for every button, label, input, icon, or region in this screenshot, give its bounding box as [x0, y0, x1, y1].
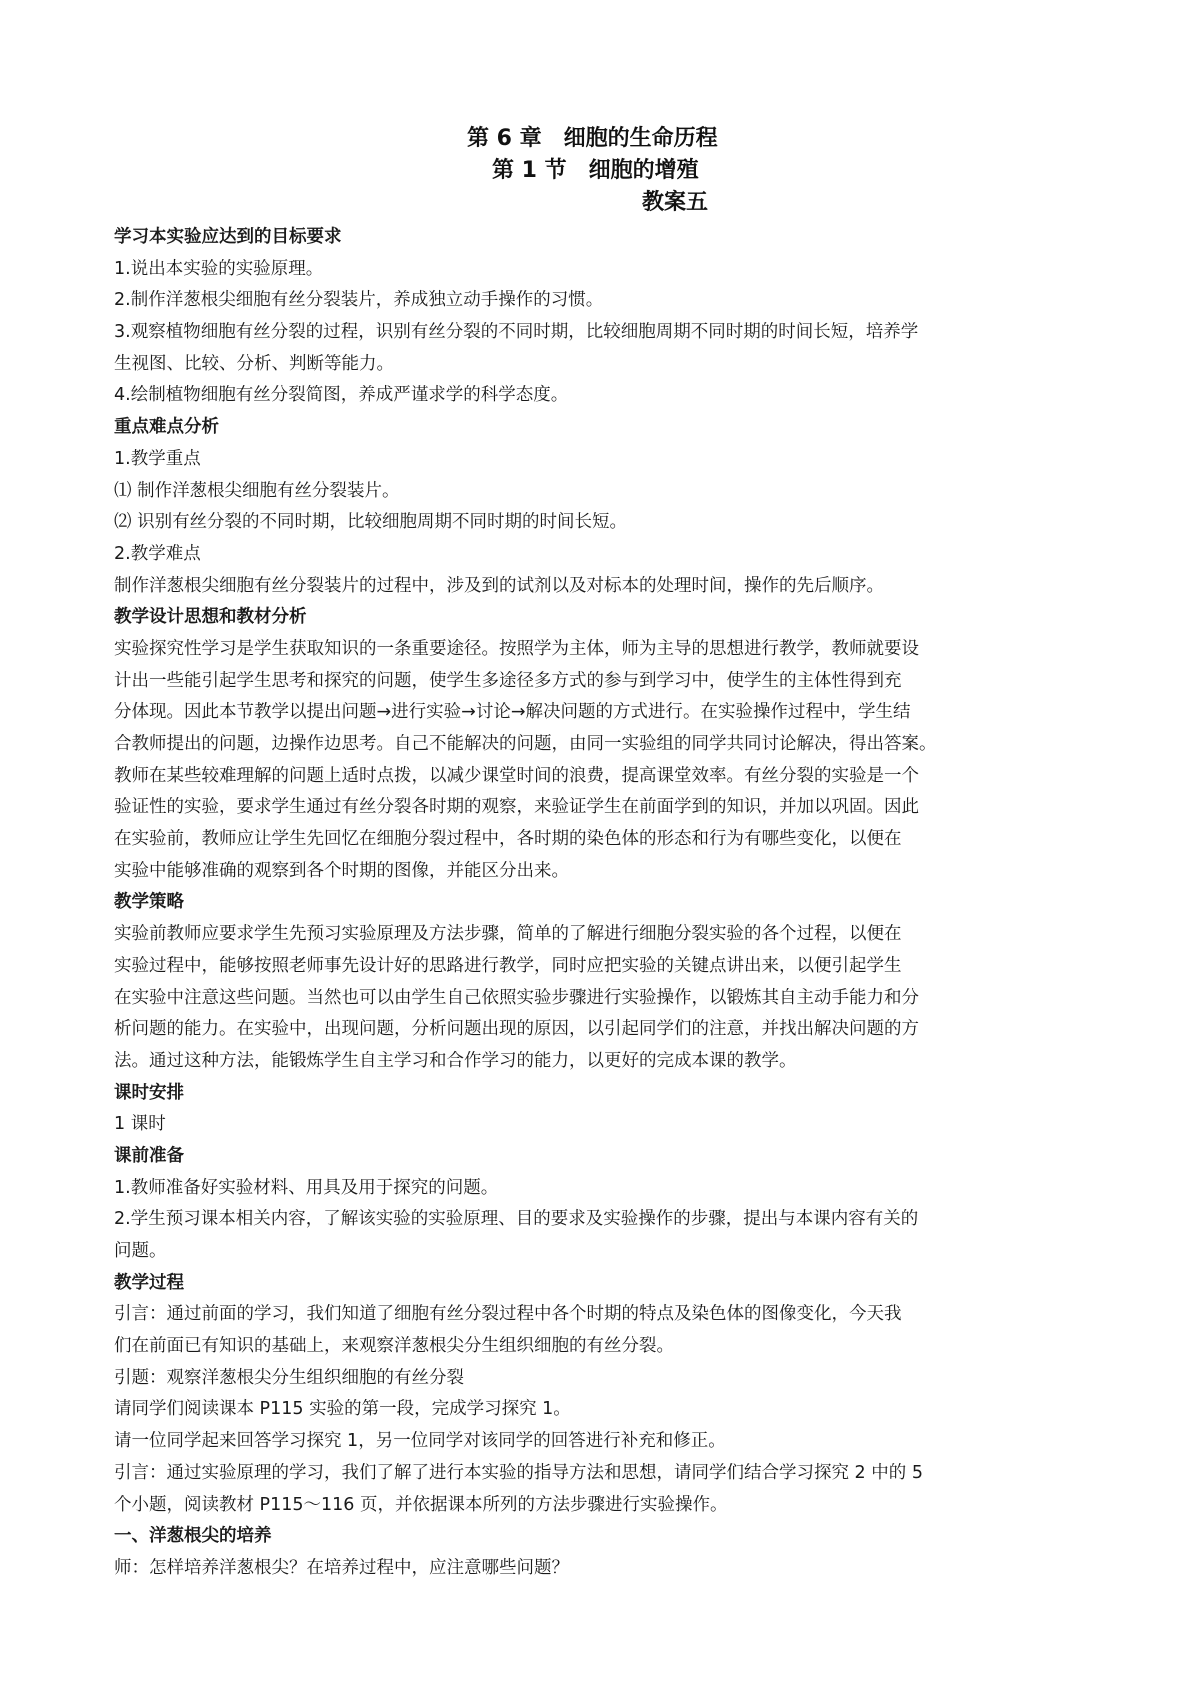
body-text-line: 引题：观察洋葱根尖分生组织细胞的有丝分裂 — [114, 1367, 464, 1388]
body-text-line: 问题。 — [114, 1241, 167, 1261]
lesson-subtitle: 教案五 — [642, 190, 709, 215]
body-text-line: 在实验中注意这些问题。当然也可以由学生自己依照实验步骤进行实验操作，以锻炼其自主动手能力和分 — [114, 987, 919, 1008]
section-heading: 教学过程 — [114, 1272, 184, 1293]
body-text-line: 2.制作洋葱根尖细胞有丝分裂装片，养成独立动手操作的习惯。 — [114, 290, 604, 311]
section-heading: 教学设计思想和教材分析 — [114, 607, 307, 628]
body-text-line: 在实验前，教师应让学生先回忆在细胞分裂过程中，各时期的染色体的形态和行为有哪些变化，以便在 — [114, 829, 902, 850]
body-text-line: 3.观察植物细胞有丝分裂的过程，识别有丝分裂的不同时期，比较细胞周期不同时期的时间长短，培养学 — [114, 322, 919, 343]
body-text-line: 验证性的实验，要求学生通过有丝分裂各时期的观察，来验证学生在前面学到的知识，并加以巩固。因此 — [114, 797, 919, 818]
body-text-line: 1 课时 — [114, 1114, 166, 1135]
body-text-line: ⑴ 制作洋葱根尖细胞有丝分裂装片。 — [114, 480, 400, 501]
section-heading: 教学策略 — [114, 892, 184, 913]
body-text-line: 1.教师准备好实验材料、用具及用于探究的问题。 — [114, 1177, 499, 1198]
body-text-line: 引言：通过前面的学习，我们知道了细胞有丝分裂过程中各个时期的特点及染色体的图像变化，今天我 — [114, 1304, 902, 1325]
section-heading: 课时安排 — [114, 1082, 184, 1103]
section-heading: 课前准备 — [114, 1145, 184, 1166]
section-heading: 学习本实验应达到的目标要求 — [114, 227, 342, 247]
body-text-line: 2.学生预习课本相关内容，了解该实验的实验原理、目的要求及实验操作的步骤，提出与本课内容有关的 — [114, 1209, 919, 1230]
body-text-line: 析问题的能力。在实验中，出现问题，分析问题出现的原因，以引起同学们的注意，并找出解决问题的方 — [114, 1019, 919, 1040]
body-text-line: 法。通过这种方法，能锻炼学生自主学习和合作学习的能力，以更好的完成本课的教学。 — [114, 1050, 797, 1071]
body-text-line: 分体现。因此本节教学以提出问题→进行实验→讨论→解决问题的方式进行。在实验操作过程中，学生结 — [114, 702, 911, 723]
body-text-line: 师：怎样培养洋葱根尖？在培养过程中，应注意哪些问题？ — [114, 1557, 569, 1578]
body-text-line: 实验探究性学习是学生获取知识的一条重要途径。按照学为主体，师为主导的思想进行教学，教师就要设 — [114, 638, 919, 659]
body-text-line: 4.绘制植物细胞有丝分裂简图，养成严谨求学的科学态度。 — [114, 385, 569, 406]
body-text-line: 1.说出本实验的实验原理。 — [114, 258, 324, 279]
body-text-line: 计出一些能引起学生思考和探究的问题，使学生多途径多方式的参与到学习中，使学生的主体性得到充 — [114, 670, 902, 691]
body-text-line: 请同学们阅读课本 P115 实验的第一段，完成学习探究 1。 — [114, 1399, 571, 1420]
body-text-line: 实验前教师应要求学生先预习实验原理及方法步骤，简单的了解进行细胞分裂实验的各个过程，以便在 — [114, 924, 902, 945]
document-body — [114, 222, 1089, 1585]
body-text-line: 合教师提出的问题，边操作边思考。自己不能解决的问题，由同一实验组的同学共同讨论解决，得出答案。 — [114, 734, 937, 754]
body-text-line: 们在前面已有知识的基础上，来观察洋葱根尖分生组织细胞的有丝分裂。 — [114, 1336, 674, 1357]
body-text-line: 请一位同学起来回答学习探究 1，另一位同学对该同学的回答进行补充和修正。 — [114, 1431, 726, 1452]
body-text-line: 教师在某些较难理解的问题上适时点拨，以减少课堂时间的浪费，提高课堂效率。有丝分裂的实验是一个 — [114, 765, 919, 786]
body-text-line: 实验过程中，能够按照老师事先设计好的思路进行教学，同时应把实验的关键点讲出来，以便引起学生 — [114, 955, 902, 976]
section-heading: 一、洋葱根尖的培养 — [114, 1526, 272, 1547]
body-text-line: 制作洋葱根尖细胞有丝分裂装片的过程中，涉及到的试剂以及对标本的处理时间，操作的先后顺序。 — [114, 575, 884, 596]
body-text-line: 实验中能够准确的观察到各个时期的图像，并能区分出来。 — [114, 860, 569, 881]
body-text-line: 个小题，阅读教材 P115～116 页，并依据课本所列的方法步骤进行实验操作。 — [114, 1494, 728, 1515]
body-text-line: 2.教学难点 — [114, 543, 201, 564]
body-text-line: 1.教学重点 — [114, 448, 201, 469]
body-text-line: 生视图、比较、分析、判断等能力。 — [114, 353, 394, 374]
body-text-line: 引言：通过实验原理的学习，我们了解了进行本实验的指导方法和思想，请同学们结合学习探究 2 中的 5 — [114, 1462, 923, 1483]
body-text-line: ⑵ 识别有丝分裂的不同时期，比较细胞周期不同时期的时间长短。 — [114, 512, 628, 533]
section-heading: 重点难点分析 — [114, 417, 219, 438]
section-title: 第 1 节 细胞的增殖 — [492, 158, 699, 183]
chapter-title: 第 6 章 细胞的生命历程 — [467, 126, 718, 151]
